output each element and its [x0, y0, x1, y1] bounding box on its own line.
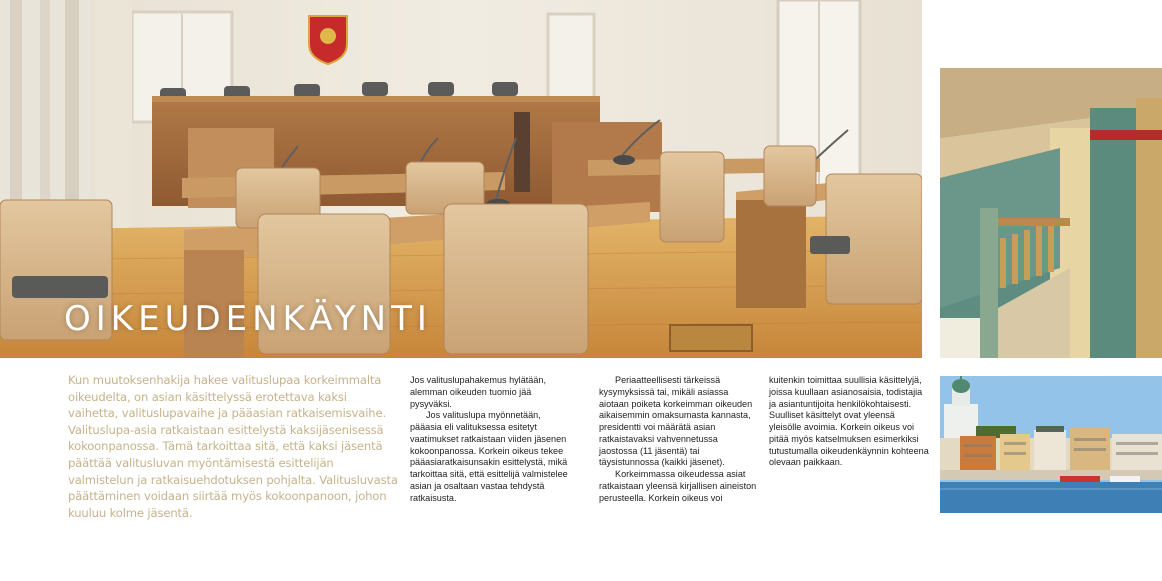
paragraph: kuitenkin toimittaa suullisia käsittelyjä, joissa kuullaan asianosaisia, todistajia ja asiantuntijoita henkilökohtaisesti. Suulliset käsittelyt ovat yleensä yleisölle avoimia. Korkein oikeus voi pitää myös katselmuksen esimerkiksi tutustumalla oikeudenkäynnin kohteena olevaan paikkaan.	[769, 375, 929, 468]
paragraph: Korkeimmassa oikeudessa asiat ratkaistaan yleensä kirjallisen aineiston perusteella. Korkein oikeus voi	[599, 469, 757, 503]
paragraph: Periaatteellisesti tärkeissä kysymyksissä tai, mikäli asiassa aiotaan poiketa korkeimman oikeuden aikaisemmin omaksumasta kannasta, presidentti voi määrätä asian ratkaistavaksi vahvennetussa jaostossa (11 jäsentä) tai täysistunnossa (kaikki jäsenet).	[599, 375, 753, 468]
section-title: OIKEUDENKÄYNTI	[64, 299, 432, 339]
paragraph: Jos valituslupa myönnetään, pääasia eli valituksessa esitetyt vaatimukset ratkaistaan viiden jäsenen kokoonpanossa. Korkein oikeus tekee pääasiaratkaisunsakin esittelystä, mikä tarkoittaa sitä, että esittelijä valmistelee asian ja osaltaan vastaa tehdystä ratkaisusta.	[410, 410, 568, 503]
ornate-staircase-photo	[940, 68, 1162, 358]
intro-paragraph: Kun muutoksenhakija hakee valituslupaa korkeimmalta oikeudelta, on asian käsittelyssä erotettava kaksi vaihetta, valituslupavaihe ja pääasian ratkaisemisvaihe. Valituslupa-asia ratkaistaan esittelystä kaksijäsenisessä kokoonpanossa. Tämä tarkoittaa sitä, että kaksi jäsentä päättää valitusluvan myöntämisestä esittelijän valmistelun ja ratkaisuehdotuksen pohjalta. Valitusluvasta päättäminen voidaan siirtää myös kokoonpanoon, johon kuuluu kolme jäsentä.	[68, 373, 398, 520]
helsinki-harbor-photo	[940, 376, 1162, 513]
text-column-3	[769, 375, 929, 469]
courtroom-photo	[0, 0, 922, 358]
harbor-illustration	[940, 376, 1162, 513]
paragraph: Jos valituslupahakemus hylätään, alemman oikeuden tuomio jää pysyväksi.	[410, 375, 546, 409]
text-column-1	[410, 375, 568, 504]
staircase-illustration	[940, 68, 1162, 358]
text-column-2	[599, 375, 757, 504]
